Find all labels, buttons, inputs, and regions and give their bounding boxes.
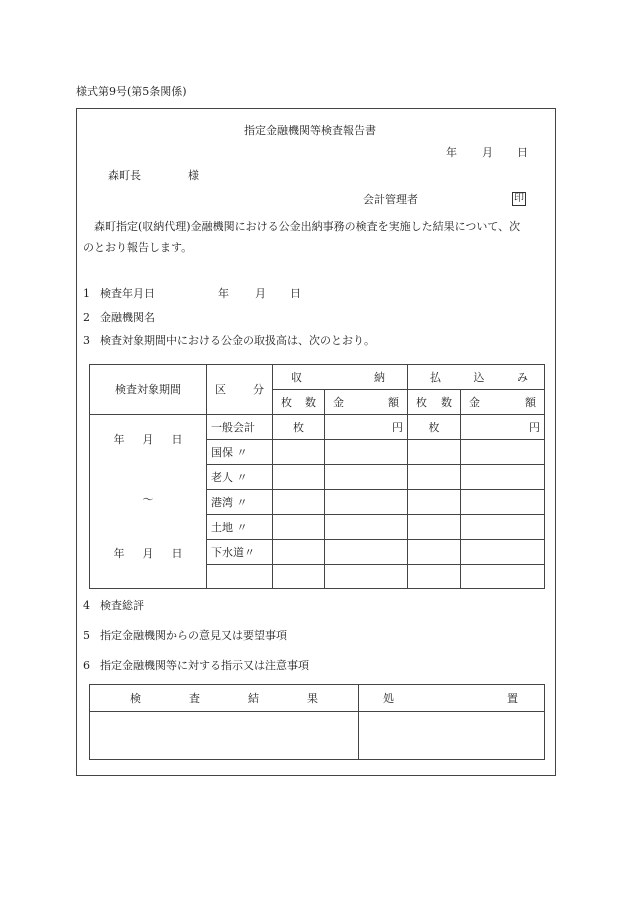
payment-amount-cell: 円 <box>461 415 545 440</box>
period-header: 検査対象期間 <box>90 365 207 415</box>
item-2-label: 金融機関名 <box>100 311 155 324</box>
payment-amount-cell <box>461 540 545 565</box>
payment-amount-cell <box>461 515 545 540</box>
receipt-count-cell <box>273 490 325 515</box>
item-3-number: 3 <box>83 334 90 347</box>
receipt-amount-cell <box>325 465 408 490</box>
addressee-honorific: 様 <box>188 169 199 182</box>
period-to-day: 日 <box>171 547 183 560</box>
item-5-label: 指定金融機関からの意見又は要望事項 <box>100 629 287 642</box>
period-to-month: 月 <box>142 547 154 560</box>
receipt-amount-header: 金 額 <box>325 390 408 415</box>
inspection-result-table <box>89 684 545 760</box>
payment-count-cell <box>408 465 461 490</box>
result-header: 検 査 結 果 <box>90 685 359 712</box>
action-cell <box>359 712 545 760</box>
report-title: 指定金融機関等検査報告書 <box>244 124 376 137</box>
item-1-number: 1 <box>83 287 90 300</box>
addressee-name: 森町長 <box>108 169 141 182</box>
item-1-month: 月 <box>255 287 266 300</box>
category-header: 区 分 <box>207 365 273 415</box>
date-month: 月 <box>482 146 493 159</box>
payment-amount-cell <box>461 465 545 490</box>
seal-mark: 印 <box>514 193 524 204</box>
action-header: 処 置 <box>359 685 545 712</box>
payment-count-cell <box>408 565 461 589</box>
form-number: 様式第9号(第5条関係) <box>76 85 187 98</box>
item-1-year: 年 <box>218 287 229 300</box>
date-year: 年 <box>446 146 457 159</box>
payment-amount-header: 金 額 <box>461 390 545 415</box>
receipt-count-cell <box>273 565 325 589</box>
receipt-amount-cell <box>325 540 408 565</box>
receipt-amount-cell <box>325 490 408 515</box>
item-4-label: 検査総評 <box>100 599 144 612</box>
receipt-count-cell <box>273 440 325 465</box>
receipt-count-cell: 枚 <box>273 415 325 440</box>
payment-amount-cell <box>461 565 545 589</box>
receipt-count-cell <box>273 465 325 490</box>
date-day: 日 <box>517 146 528 159</box>
item-1-day: 日 <box>290 287 301 300</box>
receipt-count-cell <box>273 540 325 565</box>
category-cell: 土地 〃 <box>207 515 273 540</box>
receipt-count-header: 枚 数 <box>273 390 325 415</box>
item-6-number: 6 <box>83 659 90 672</box>
receipt-count-cell <box>273 515 325 540</box>
payment-count-cell: 枚 <box>408 415 461 440</box>
payment-header: 払 込 み <box>408 365 545 390</box>
payment-count-cell <box>408 440 461 465</box>
category-cell: 港湾 〃 <box>207 490 273 515</box>
category-cell <box>207 565 273 589</box>
item-5-number: 5 <box>83 629 90 642</box>
payment-amount-cell <box>461 440 545 465</box>
payment-count-cell <box>408 490 461 515</box>
payment-amount-cell <box>461 490 545 515</box>
receipt-amount-cell <box>325 565 408 589</box>
reporter-role: 会計管理者 <box>363 193 418 206</box>
result-cell <box>90 712 359 760</box>
payment-count-cell <box>408 515 461 540</box>
receipt-amount-cell: 円 <box>325 415 408 440</box>
payment-count-header: 枚 数 <box>408 390 461 415</box>
period-to-year: 年 <box>113 547 125 560</box>
receipt-amount-cell <box>325 515 408 540</box>
handling-amount-table <box>89 364 545 589</box>
category-cell: 国保 〃 <box>207 440 273 465</box>
item-1-label: 検査年月日 <box>100 287 155 300</box>
receipt-header: 収 納 <box>273 365 408 390</box>
item-4-number: 4 <box>83 599 90 612</box>
item-2-number: 2 <box>83 311 90 324</box>
item-3-label: 検査対象期間中における公金の取扱高は、次のとおり。 <box>100 334 375 347</box>
category-cell: 下水道〃 <box>207 540 273 565</box>
category-cell: 一般会計 <box>207 415 273 440</box>
category-cell: 老人 〃 <box>207 465 273 490</box>
period-from-day: 日 <box>171 433 183 446</box>
payment-count-cell <box>408 540 461 565</box>
period-cell <box>90 415 207 589</box>
receipt-amount-cell <box>325 440 408 465</box>
period-from-month: 月 <box>142 433 154 446</box>
period-tilde: ～ <box>142 493 154 506</box>
intro-line-1: 森町指定(収納代理)金融機関における公金出納事務の検査を実施した結果について、次 <box>94 220 521 233</box>
item-6-label: 指定金融機関等に対する指示又は注意事項 <box>100 659 309 672</box>
period-from-year: 年 <box>113 433 125 446</box>
intro-line-2: のとおり報告します。 <box>83 241 193 254</box>
